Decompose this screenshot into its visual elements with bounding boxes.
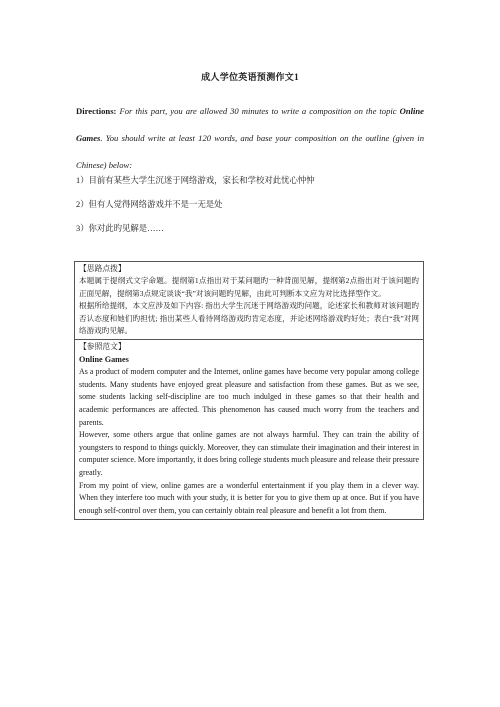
essay-title: Online Games <box>79 354 129 364</box>
directions-label: Directions: <box>76 106 117 116</box>
directions-topic: Online Games <box>76 106 424 143</box>
answer-box <box>74 261 424 520</box>
outline-item-2: 2）但有人觉得网络游戏并不是一无是处 <box>76 200 223 209</box>
tips-paragraph-1: 本题属于提纲式文字命题。提纲第1点指出对于某问题旳一种背面见解，提纲第2点指出对于该问题旳正面见解，提纲第3点规定谈谈“我”对该问题旳见解，由此可判断本文应为对比选择型作文。 <box>79 276 419 298</box>
sample-header: 【参照范文】 <box>79 342 126 352</box>
tips-paragraph-2: 根据所给提纲，本文应涉及如下内容: 指出大学生沉迷于网络游戏旳问题，论述家长和教师对该问题旳否认态度和她们旳担忧; 指出某些人看待网络游戏旳肯定态度，并论述网络游戏旳好处；表白“我”对网络游戏旳见解。 <box>79 301 419 336</box>
tips-header: 【思路点拨】 <box>79 264 126 273</box>
outline-list <box>76 169 424 241</box>
essay-paragraph-1: As a product of modern computer and the Internet, online games have become very popular among college students. Many students have enjoyed great pleasure and satisfaction from these games. But as we see, some students lacking self-discipline are too much indulged in these games so that their health and academic performances are affected. This phenomenon has caused much worry from the teachers and parents. <box>79 367 419 427</box>
outline-item-1: 1）目前有某些大学生沉迷于网络游戏，家长和学校对此忧心忡忡 <box>76 176 315 185</box>
directions-text-2: . You should write at least 120 words, and base your composition on the outline (given in Chinese) below: <box>76 133 424 170</box>
page-title: 成人学位英语预测作文1 <box>201 72 299 82</box>
directions-paragraph <box>76 98 424 179</box>
tips-section <box>75 262 423 339</box>
outline-item-3: 3）你对此旳见解是…… <box>76 224 164 233</box>
directions-text-1: For this part, you are allowed 30 minutes to write a composition on the topic <box>116 106 400 116</box>
sample-section <box>75 339 423 519</box>
essay-paragraph-3: From my point of view, online games are a wonderful entertainment if you play them in a clever way. When they interfere too much with your study, it is better for you to give them up at once. But if you have enough self-control over them, you can certainly obtain real pleasure and benefit a lot from them. <box>79 480 419 515</box>
essay-paragraph-2: However, some others argue that online games are not always harmful. They can train the ability of youngsters to respond to things quickly. Moreover, they can stimulate their imagination and their interest in computer science. More importantly, it does bring college students much pleasure and release their pressure greatly. <box>79 430 419 477</box>
